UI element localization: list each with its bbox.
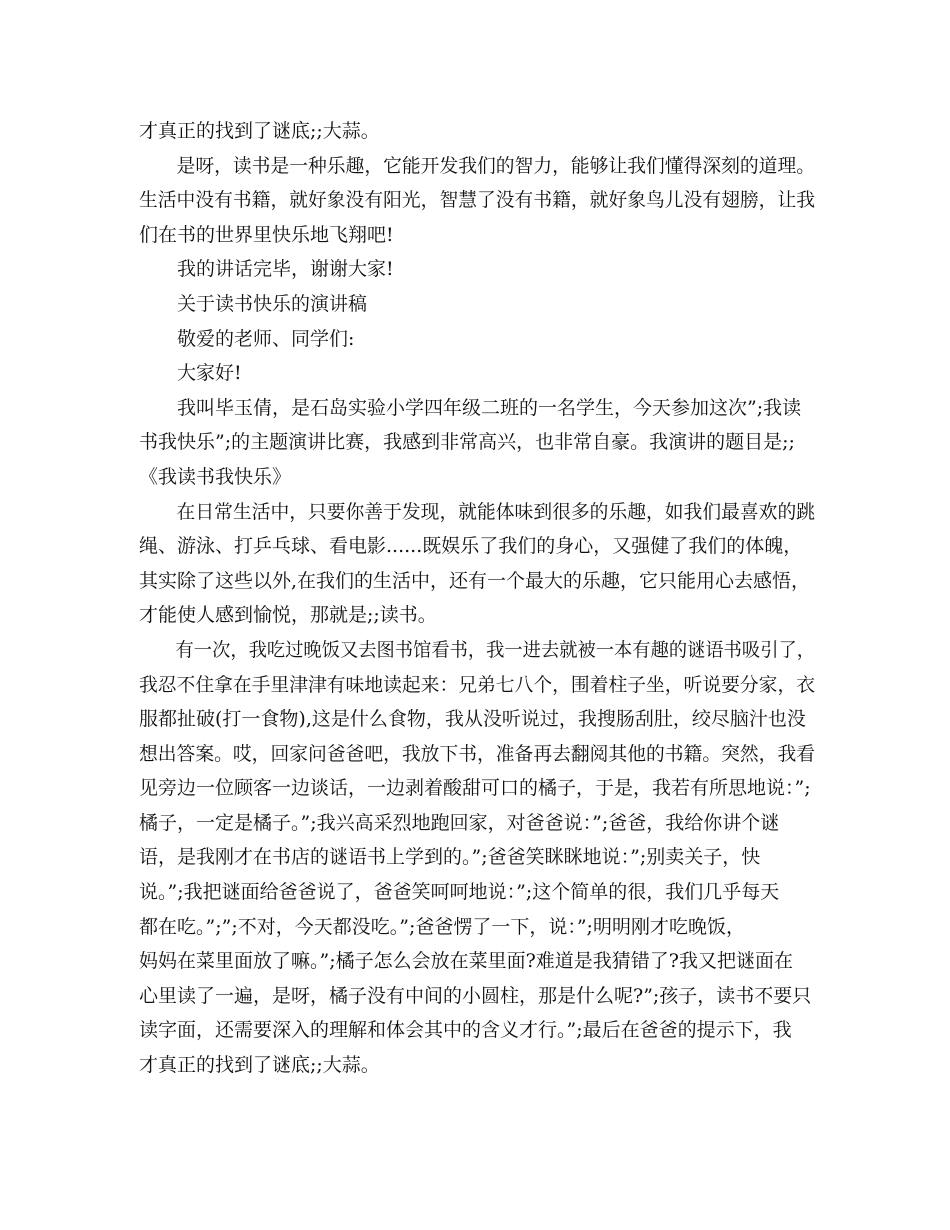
text-line: 们在书的世界里快乐地飞翔吧! (139, 223, 394, 246)
paragraph (139, 114, 815, 149)
text-line: 才真正的找到了谜底;;大蒜。 (139, 1054, 380, 1077)
paragraph (139, 287, 815, 322)
paragraph (139, 633, 815, 1083)
text-line: 妈妈在菜里面放了嘛。”;橘子怎么会放在菜里面?难道是我猜错了?我又把谜面在 (139, 950, 793, 973)
paragraph (139, 322, 815, 357)
text-line: 读字面，还需要深入的理解和体会其中的含义才行。”;最后在爸爸的提示下，我 (139, 1019, 792, 1042)
text-line: 在日常生活中，只要你善于发现，就能体味到很多的乐趣，如我们最喜欢的跳 (176, 500, 816, 523)
paragraph (139, 356, 815, 391)
text-line: 关于读书快乐的演讲稿 (177, 292, 368, 315)
paragraph (139, 252, 815, 287)
paragraph (139, 495, 815, 633)
paragraph (139, 391, 815, 495)
text-line: 其实除了这些以外,在我们的生活中，还有一个最大的乐趣，它只能用心去感悟， (139, 569, 811, 592)
paragraph (139, 149, 815, 253)
text-line: 才能使人感到愉悦，那就是;;读书。 (139, 604, 437, 627)
text-line: 语，是我刚才在书店的谜语书上学到的。”;爸爸笑眯眯地说：”;别卖关子，快 (139, 846, 761, 869)
text-line: 才真正的找到了谜底;;大蒜。 (139, 120, 380, 142)
text-line: 我叫毕玉倩，是石岛实验小学四年级二班的一名学生，今天参加这次”;我读 (177, 396, 802, 419)
text-line: 书我快乐”;的主题演讲比赛，我感到非常高兴，也非常自豪。我演讲的题目是;; (139, 431, 795, 454)
text-line: 见旁边一位顾客一边谈话，一边剥着酸甜可口的橘子，于是，我若有所思地说：”; (139, 777, 811, 800)
text-line: 是呀，读书是一种乐趣，它能开发我们的智力，能够让我们懂得深刻的道理。 (176, 154, 816, 177)
text-line: 都在吃。”;”;不对，今天都没吃。”;爸爸愣了一下，说：”;明明刚才吃晚饭， (139, 915, 745, 938)
text-line: 说。”;我把谜面给爸爸说了，爸爸笑呵呵地说：”;这个简单的很，我们几乎每天 (139, 881, 780, 904)
text-line: 我忍不住拿在手里津津有味地读起来：兄弟七八个，围着柱子坐，听说要分家，衣 (139, 673, 816, 696)
text-line: 大家好! (177, 362, 242, 385)
text-line: 有一次，我吃过晚饭又去图书馆看书，我一进去就被一本有趣的谜语书吸引了， (175, 638, 816, 661)
document-body (139, 114, 815, 1083)
text-line: 敬爱的老师、同学们: (177, 327, 355, 350)
text-line: 绳、游泳、打乒乓球、看电影......既娱乐了我们的身心，又强健了我们的体魄， (139, 535, 803, 558)
text-line: 想出答案。哎，回家问爸爸吧，我放下书，准备再去翻阅其他的书籍。突然，我看 (139, 742, 816, 765)
text-line: 生活中没有书籍，就好象没有阳光，智慧了没有书籍，就好象鸟儿没有翅膀，让我 (139, 189, 816, 212)
text-line: 心里读了一遍，是呀，橘子没有中间的小圆柱，那是什么呢?”;孩子，读书不要只 (139, 984, 812, 1007)
text-line: 我的讲话完毕，谢谢大家! (177, 258, 394, 281)
text-line: 《我读书我快乐》 (139, 465, 292, 488)
text-line: 橘子，一定是橘子。”;我兴高采烈地跑回家，对爸爸说：”;爸爸，我给你讲个谜 (139, 811, 780, 834)
text-line: 服都扯破(打一食物),这是什么食物，我从没听说过，我搜肠刮肚，绞尽脑汁也没 (139, 708, 806, 731)
